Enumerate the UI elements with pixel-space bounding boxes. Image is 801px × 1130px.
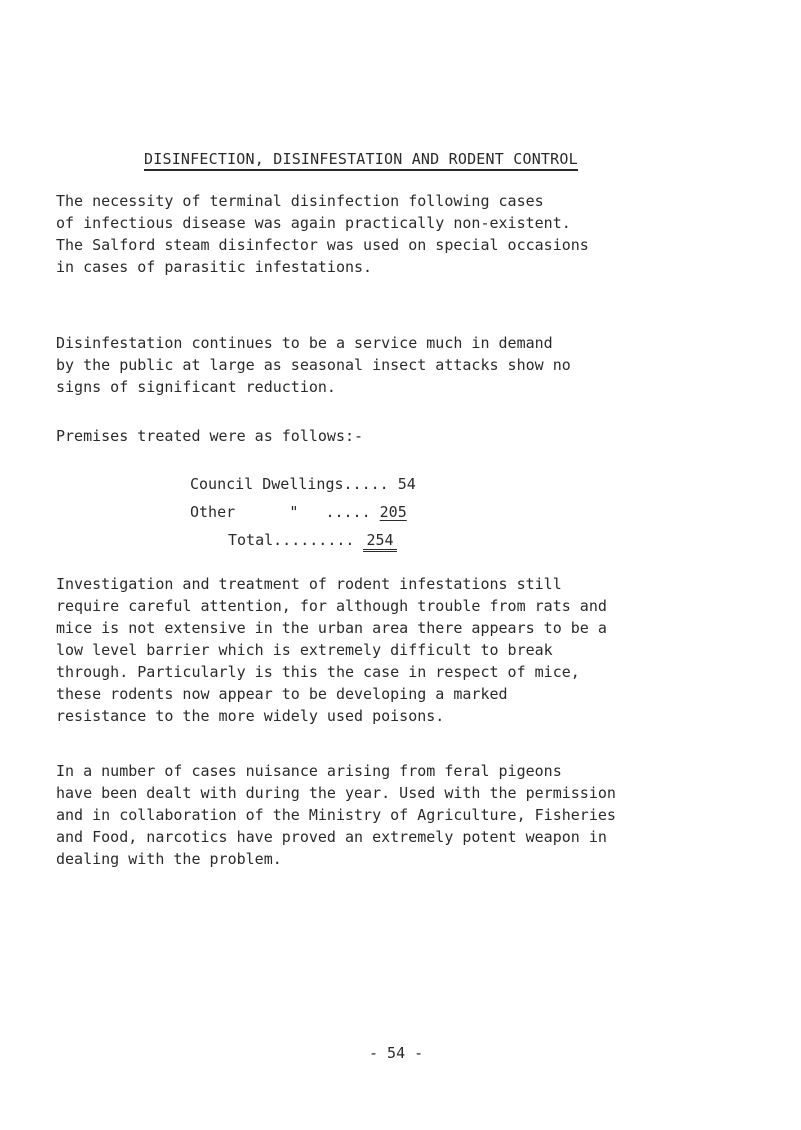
text-line: mice is not extensive in the urban area there appears to be a bbox=[56, 619, 607, 637]
text-line: and in collaboration of the Ministry of Agriculture, Fisheries bbox=[56, 806, 616, 824]
text-line: by the public at large as seasonal insect attacks show no bbox=[56, 356, 571, 374]
text-line: in cases of parasitic infestations. bbox=[56, 258, 373, 276]
premises-row-council bbox=[190, 473, 416, 495]
page-title: DISINFECTION, DISINFESTATION AND RODENT CONTROL bbox=[144, 150, 578, 171]
text-line: through. Particularly is this the case in respect of mice, bbox=[56, 663, 580, 681]
premises-value-total: 254 bbox=[363, 531, 396, 552]
paragraph-disinfestation bbox=[56, 332, 746, 398]
premises-value-council: 54 bbox=[397, 475, 416, 493]
text-line: In a number of cases nuisance arising from feral pigeons bbox=[56, 762, 562, 780]
premises-label-other: Other " ..... bbox=[190, 503, 371, 521]
premises-label-council: Council Dwellings..... bbox=[190, 475, 389, 493]
text-line: Investigation and treatment of rodent infestations still bbox=[56, 575, 562, 593]
paragraph-feral-pigeons bbox=[56, 760, 746, 870]
premises-value-other: 205 bbox=[379, 503, 407, 521]
text-line: of infectious disease was again practically non-existent. bbox=[56, 214, 571, 232]
premises-label-total: Total......... bbox=[228, 531, 355, 549]
text-line: and Food, narcotics have proved an extremely potent weapon in bbox=[56, 828, 607, 846]
text-line: Disinfestation continues to be a service much in demand bbox=[56, 334, 553, 352]
text-line: The Salford steam disinfector was used on special occasions bbox=[56, 236, 589, 254]
text-line: require careful attention, for although trouble from rats and bbox=[56, 597, 607, 615]
paragraph-rodent-control bbox=[56, 573, 746, 727]
text-line: signs of significant reduction. bbox=[56, 378, 336, 396]
text-line: The necessity of terminal disinfection following cases bbox=[56, 192, 544, 210]
paragraph-terminal-disinfection bbox=[56, 190, 746, 278]
text-line: low level barrier which is extremely difficult to break bbox=[56, 641, 553, 659]
text-line: resistance to the more widely used poisons. bbox=[56, 707, 445, 725]
text-line: have been dealt with during the year. Used with the permission bbox=[56, 784, 616, 802]
premises-intro: Premises treated were as follows:- bbox=[56, 427, 364, 445]
page-number: - 54 - bbox=[369, 1044, 424, 1062]
text-line: these rodents now appear to be developing a marked bbox=[56, 685, 508, 703]
premises-row-total bbox=[228, 529, 397, 552]
premises-row-other bbox=[190, 501, 407, 523]
text-line: dealing with the problem. bbox=[56, 850, 282, 868]
